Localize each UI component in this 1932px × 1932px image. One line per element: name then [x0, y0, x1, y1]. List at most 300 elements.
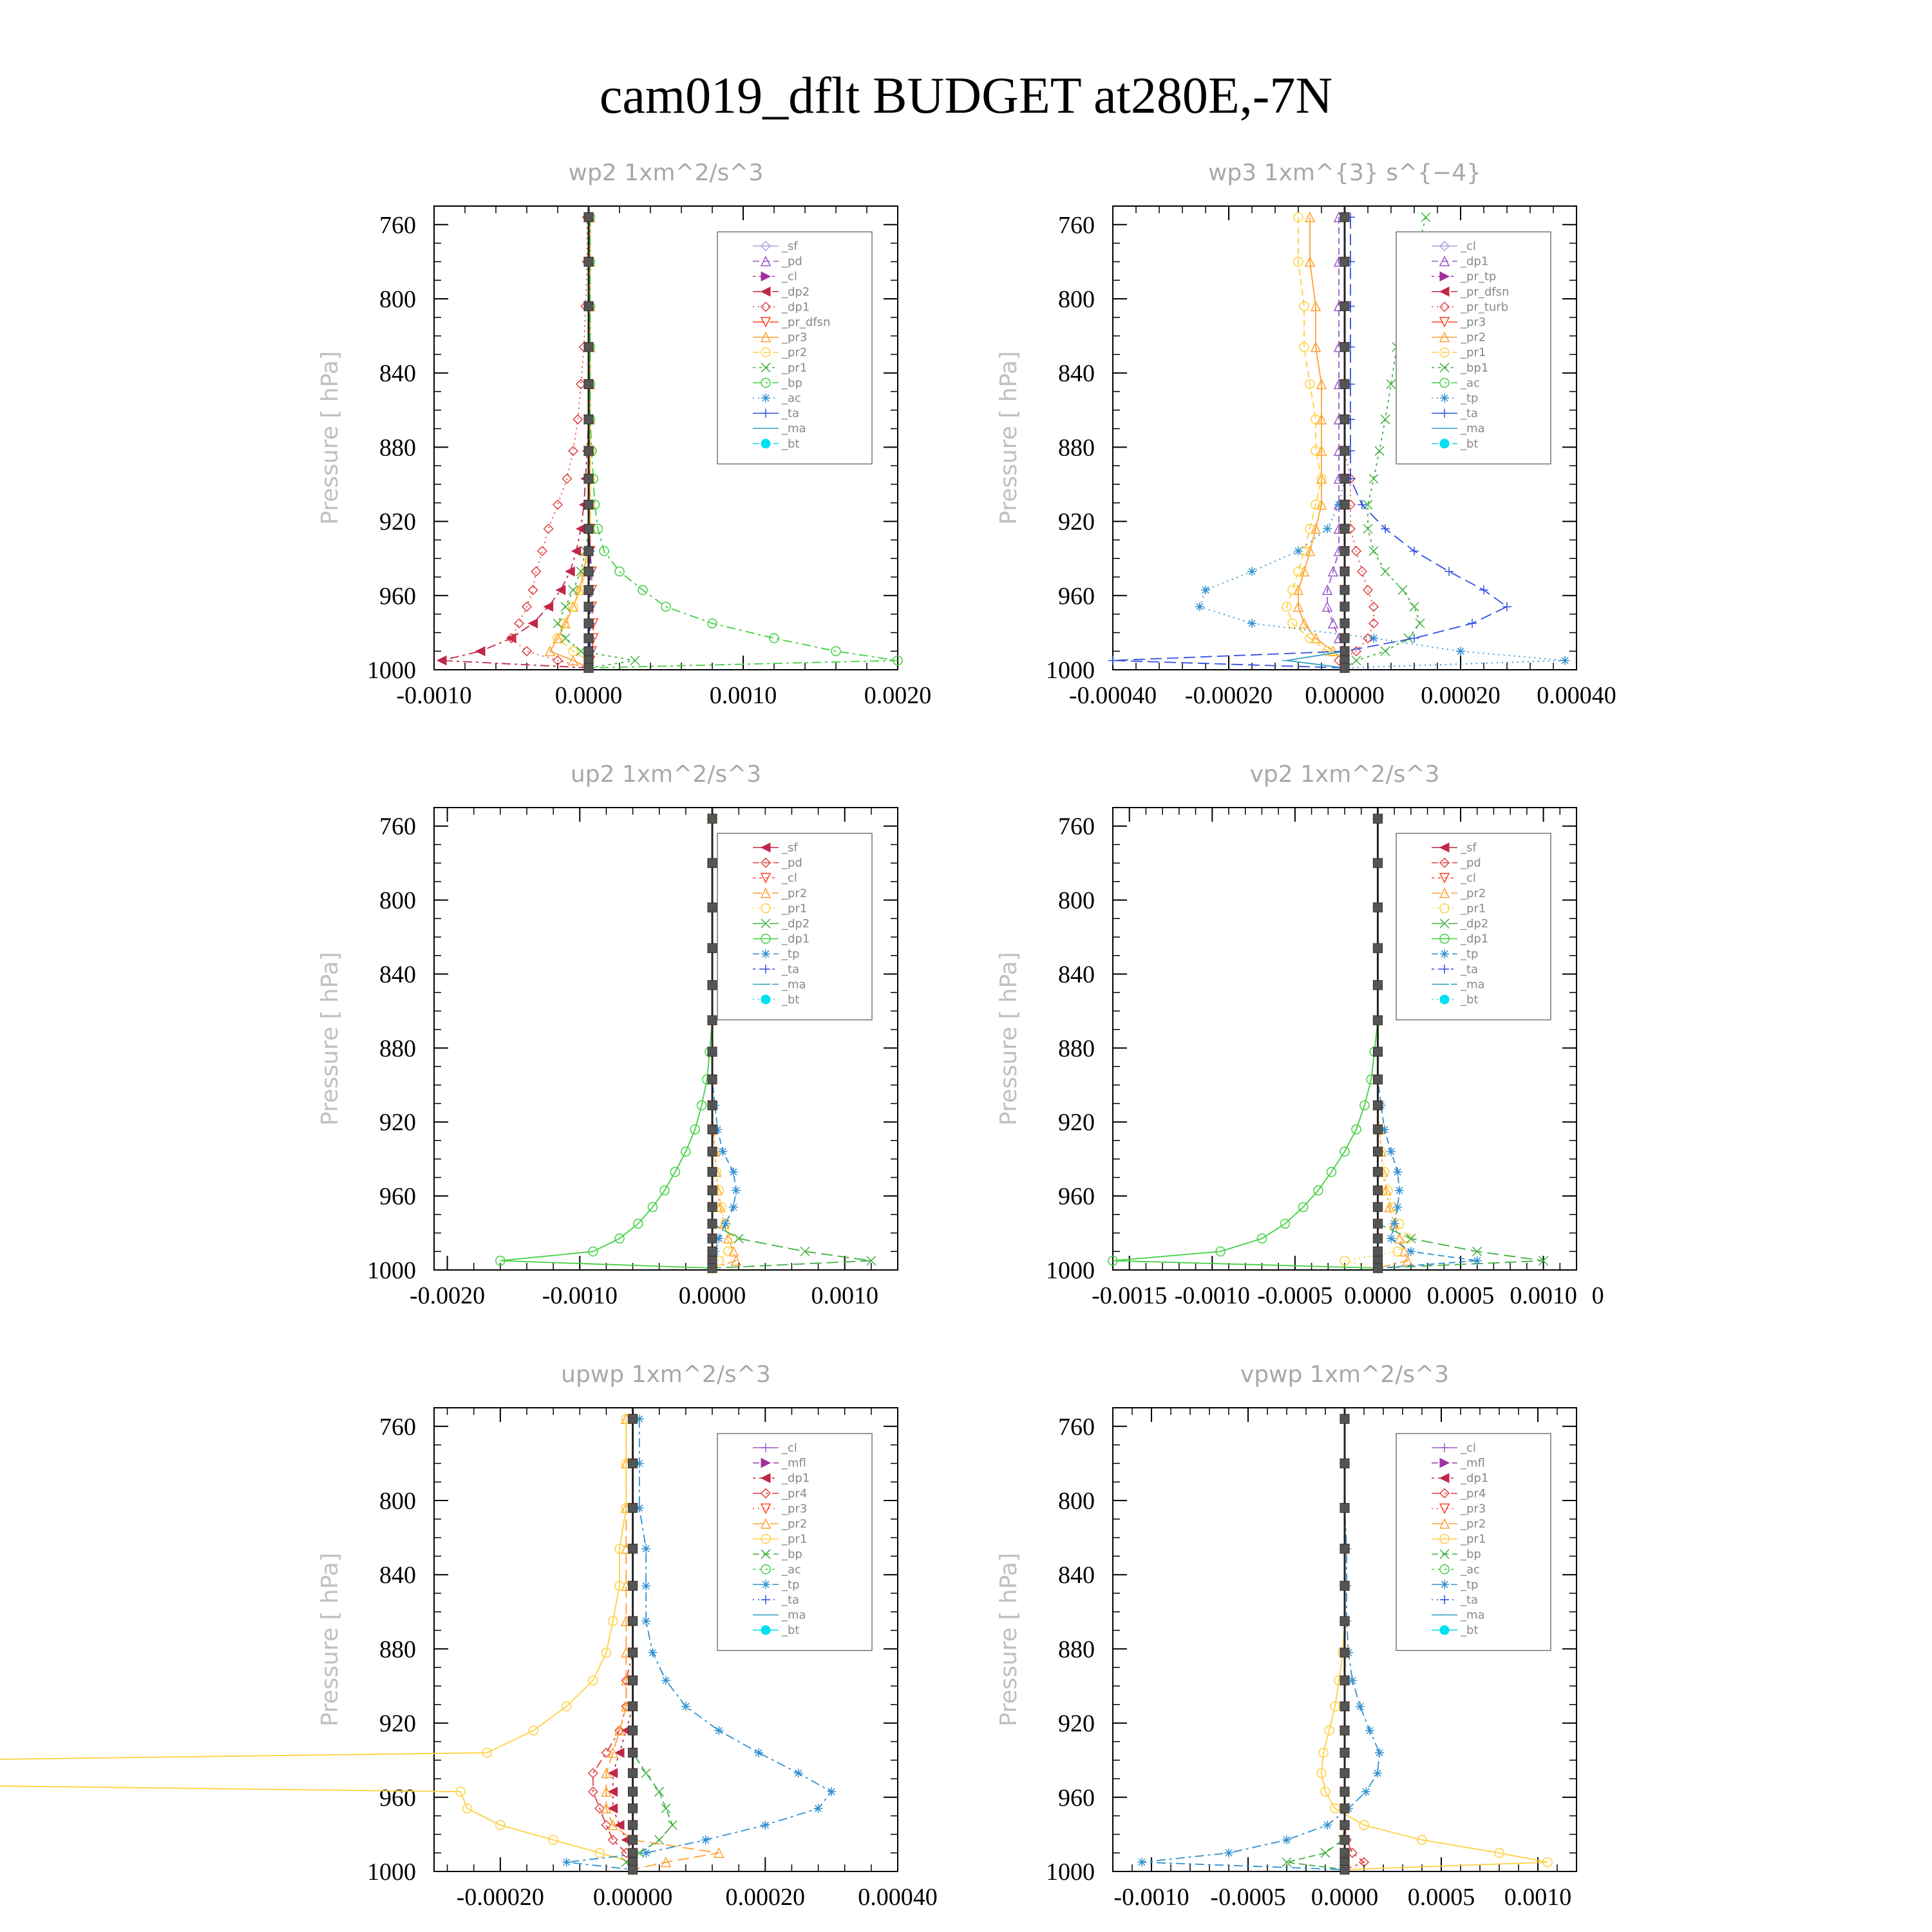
data-point — [1369, 547, 1378, 556]
data-point — [1421, 213, 1430, 222]
subplot-title: wp3 1xm^{3} s^{−4} — [1208, 160, 1482, 186]
data-point — [1329, 619, 1338, 628]
zero-marker — [708, 858, 717, 867]
y-tick-label: 960 — [379, 582, 416, 610]
data-point — [1444, 567, 1454, 576]
legend-label: _ac — [1461, 376, 1480, 390]
x-tick-label: 0.0010 — [1510, 1282, 1577, 1309]
y-tick-label: 960 — [379, 1784, 416, 1812]
legend-label: _bt — [1461, 1624, 1479, 1638]
y-tick-label: 800 — [1058, 1488, 1095, 1515]
legend-marker — [761, 1625, 770, 1634]
x-tick-label: 0.00040 — [858, 1884, 938, 1911]
series-line-dp1 — [613, 1419, 633, 1870]
x-tick-label: 0.00040 — [1537, 682, 1616, 709]
x-tick-label: 0.0010 — [811, 1282, 878, 1309]
zero-marker — [1340, 343, 1349, 352]
zero-marker — [1373, 1016, 1382, 1025]
zero-marker — [1340, 663, 1349, 672]
zero-marker — [629, 1676, 638, 1685]
y-tick-label: 880 — [379, 1636, 416, 1663]
zero-marker — [1340, 257, 1349, 266]
y-tick-label: 1000 — [1046, 657, 1095, 684]
zero-marker — [584, 500, 593, 509]
subplot-title: up2 1xm^2/s^3 — [570, 761, 762, 788]
series-line-dp2 — [442, 217, 589, 668]
legend-marker — [1440, 393, 1449, 402]
y-tick-label: 920 — [1058, 1710, 1095, 1738]
y-tick-label: 880 — [379, 434, 416, 462]
x-tick-label: 0.00000 — [1305, 682, 1385, 709]
data-point — [476, 647, 485, 656]
zero-marker — [1373, 1264, 1382, 1273]
y-tick-label: 1000 — [1046, 1257, 1095, 1284]
y-tick-label: 1000 — [367, 1257, 416, 1284]
legend-marker — [761, 1580, 770, 1589]
y-tick-label: 880 — [1058, 1636, 1095, 1663]
data-point — [732, 1186, 741, 1195]
zero-marker — [584, 302, 593, 311]
zero-marker — [629, 1616, 638, 1625]
zero-marker — [584, 379, 593, 388]
legend-marker — [1440, 1625, 1449, 1634]
legend-label: _dp2 — [782, 285, 810, 299]
data-point — [1383, 1186, 1392, 1195]
zero-marker — [584, 567, 593, 576]
series-line-pr4 — [593, 1419, 633, 1870]
zero-marker — [708, 1147, 717, 1156]
subplot-4 — [996, 761, 1604, 1309]
legend-label: _bp — [782, 1548, 802, 1562]
data-point — [1137, 1858, 1146, 1867]
data-point — [1373, 1768, 1382, 1777]
data-point — [1393, 1168, 1402, 1177]
x-tick-label: -0.00040 — [1068, 682, 1157, 709]
y-tick-label: 1000 — [367, 1859, 416, 1886]
data-point — [1456, 647, 1465, 656]
data-point — [701, 1835, 710, 1844]
legend-label: _sf — [782, 841, 798, 855]
zero-marker — [1373, 1101, 1382, 1110]
zero-marker — [708, 903, 717, 912]
legend-label: _cl — [1461, 240, 1476, 253]
legend-label: _ta — [1461, 406, 1479, 421]
data-point — [1381, 415, 1390, 424]
zero-marker — [708, 1075, 717, 1084]
data-point — [648, 1648, 657, 1657]
data-point — [562, 1858, 571, 1867]
legend-label: _cl — [1461, 871, 1476, 886]
legend-label: _pr1 — [1461, 902, 1486, 916]
y-tick-label: 800 — [1058, 887, 1095, 914]
y-tick-label: 920 — [1058, 1109, 1095, 1137]
data-point — [761, 1821, 770, 1830]
zero-marker — [584, 446, 593, 455]
data-point — [1375, 1748, 1384, 1757]
legend-marker — [761, 995, 770, 1004]
zero-marker — [1373, 1202, 1382, 1211]
data-point — [714, 1726, 723, 1735]
zero-marker — [629, 1726, 638, 1735]
data-point — [1398, 585, 1407, 594]
y-tick-label: 920 — [1058, 508, 1095, 536]
y-tick-label: 760 — [1058, 1413, 1095, 1441]
legend-marker — [761, 439, 770, 448]
data-point — [1416, 619, 1425, 628]
legend-label: _pr1 — [782, 902, 808, 916]
zero-marker — [1373, 1168, 1382, 1177]
series-line-dp1 — [1327, 217, 1345, 668]
zero-marker — [708, 1186, 717, 1195]
y-axis-label: Pressure [ hPa] — [996, 952, 1022, 1126]
zero-marker — [629, 1648, 638, 1657]
data-point — [1369, 474, 1378, 483]
data-point — [556, 585, 565, 594]
legend-label: _tp — [1461, 947, 1479, 961]
data-point — [1247, 619, 1256, 628]
data-point — [1361, 1787, 1370, 1796]
zero-marker — [1340, 1616, 1349, 1625]
data-point — [515, 619, 524, 628]
legend-label: _pd — [782, 254, 802, 269]
legend-label: _mfl — [782, 1456, 806, 1470]
data-point — [681, 1702, 690, 1711]
x-tick-label: 0.0010 — [709, 682, 777, 709]
legend-label: _dp1 — [1461, 1472, 1489, 1486]
data-point — [565, 567, 574, 576]
legend-label: _dp2 — [1461, 917, 1489, 931]
data-point — [1381, 567, 1390, 576]
y-tick-label: 760 — [379, 1413, 416, 1441]
y-tick-label: 760 — [1058, 813, 1095, 840]
legend-label: _pr2 — [1461, 1517, 1486, 1531]
zero-marker — [708, 1247, 717, 1256]
legend-label: _dp1 — [782, 1472, 810, 1486]
zero-marker — [584, 474, 593, 483]
zero-marker — [1340, 1835, 1349, 1844]
zero-marker — [584, 647, 593, 656]
zero-marker — [708, 814, 717, 823]
data-point — [1352, 656, 1361, 665]
legend-label: _pr_dfsn — [782, 316, 831, 329]
zero-marker — [584, 213, 593, 222]
data-point — [794, 1768, 803, 1777]
legend-label: _ma — [782, 422, 806, 436]
zero-marker — [1340, 1504, 1349, 1513]
data-point — [1468, 619, 1477, 628]
zero-marker — [1340, 585, 1349, 594]
subplot-title: wp2 1xm^2/s^3 — [568, 160, 764, 186]
x-tick-label: 0.00020 — [725, 1884, 806, 1911]
x-tick-label: 0.0005 — [1407, 1884, 1475, 1911]
zero-marker — [1340, 1787, 1349, 1796]
y-tick-label: 880 — [379, 1035, 416, 1063]
data-point — [814, 1804, 823, 1813]
data-point — [1282, 1835, 1291, 1844]
data-point — [729, 1202, 738, 1211]
data-point — [1387, 1147, 1396, 1156]
data-point — [1108, 656, 1117, 665]
zero-marker — [1340, 1848, 1349, 1857]
legend-label: _bt — [782, 1624, 800, 1638]
legend-label: _ta — [782, 1593, 800, 1607]
zero-marker — [584, 663, 593, 672]
data-point — [529, 619, 538, 628]
legend-label: _ac — [782, 392, 801, 405]
data-point — [1247, 567, 1256, 576]
data-point — [1323, 1821, 1332, 1830]
legend-label: _ma — [1461, 422, 1485, 436]
zero-marker — [629, 1414, 638, 1423]
data-point — [1395, 1186, 1404, 1195]
data-point — [544, 524, 553, 533]
zero-marker — [1340, 474, 1349, 483]
y-axis-label: Pressure [ hPa] — [317, 1553, 343, 1727]
legend-label: _ma — [782, 978, 806, 992]
zero-marker — [629, 1804, 638, 1813]
legend-label: _bt — [782, 993, 800, 1007]
data-point — [437, 656, 446, 665]
y-tick-label: 760 — [379, 813, 416, 840]
data-point — [553, 500, 562, 509]
y-tick-label: 960 — [1058, 1784, 1095, 1812]
data-point — [1369, 634, 1378, 643]
data-point — [724, 1234, 733, 1243]
data-point — [729, 1247, 738, 1256]
zero-marker — [708, 1047, 717, 1056]
x-tick-label: 0.0005 — [1426, 1282, 1495, 1309]
series-line-pr1 — [558, 217, 635, 668]
legend-label: _cl — [782, 1441, 797, 1455]
data-point — [721, 1219, 730, 1228]
x-tick-label: -0.00020 — [456, 1884, 544, 1911]
y-tick-label: 960 — [379, 1183, 416, 1211]
y-tick-label: 800 — [1058, 286, 1095, 313]
y-tick-label: 840 — [379, 1562, 416, 1589]
x-tick-label: -0.0015 — [1092, 1282, 1168, 1309]
zero-marker — [1373, 1234, 1382, 1243]
legend-label: _pr2 — [1461, 886, 1486, 900]
y-tick-label: 880 — [1058, 1035, 1095, 1063]
x-tick-label: 0.00000 — [592, 1884, 673, 1911]
data-point — [668, 1821, 677, 1830]
y-tick-label: 800 — [379, 286, 416, 313]
x-tick-label: 0.0010 — [1504, 1884, 1572, 1911]
y-tick-label: 800 — [379, 887, 416, 914]
legend-label: _dp1 — [1461, 932, 1489, 946]
zero-marker — [1373, 1075, 1382, 1084]
data-point — [544, 602, 553, 611]
zero-marker — [629, 1748, 638, 1757]
zero-marker — [629, 1848, 638, 1857]
data-point — [615, 567, 624, 576]
data-point — [1375, 446, 1384, 455]
y-tick-label: 920 — [379, 508, 416, 536]
zero-marker — [584, 524, 593, 533]
legend-label: _sf — [1461, 841, 1477, 855]
zero-marker — [708, 981, 717, 990]
data-point — [1410, 602, 1419, 611]
zero-marker — [1340, 1414, 1349, 1423]
zero-marker — [584, 415, 593, 424]
zero-marker — [708, 943, 717, 952]
data-point — [655, 1787, 664, 1796]
y-tick-label: 760 — [1058, 211, 1095, 239]
legend-label: _bp — [782, 376, 802, 390]
data-point — [729, 1168, 738, 1177]
zero-marker — [584, 343, 593, 352]
zero-marker — [1340, 619, 1349, 628]
y-tick-label: 840 — [379, 961, 416, 989]
zero-marker — [1373, 1047, 1382, 1056]
legend-marker — [761, 393, 770, 402]
zero-marker — [1340, 1459, 1349, 1468]
zero-marker — [584, 585, 593, 594]
legend-label: _bp1 — [1461, 361, 1489, 375]
zero-marker — [1340, 379, 1349, 388]
x-tick-label: 0.00020 — [1421, 682, 1501, 709]
series-line-ma — [1287, 217, 1345, 668]
data-point — [522, 647, 531, 656]
legend-label: _pr3 — [1461, 316, 1486, 329]
legend-label: _dp1 — [782, 300, 810, 314]
data-point — [734, 1234, 743, 1243]
series-line-bp — [1287, 1419, 1345, 1870]
data-point — [1410, 547, 1419, 556]
legend-label: _pr_turb — [1461, 300, 1509, 314]
legend-label: _pd — [782, 856, 802, 870]
legend-label: _pr3 — [782, 330, 808, 345]
zero-marker — [708, 1168, 717, 1177]
data-point — [1390, 1219, 1399, 1228]
data-point — [1560, 656, 1569, 665]
x-tick-label: -0.0010 — [542, 1282, 618, 1309]
data-point — [1365, 1726, 1374, 1735]
legend-label: _ma — [1461, 978, 1485, 992]
data-point — [572, 547, 581, 556]
zero-marker — [1340, 1726, 1349, 1735]
zero-marker — [1340, 1804, 1349, 1813]
zero-marker — [629, 1835, 638, 1844]
legend-label: _pr3 — [1461, 1502, 1486, 1516]
x-tick-label: 0.0000 — [554, 682, 623, 709]
zero-marker — [629, 1787, 638, 1796]
data-point — [641, 1848, 650, 1857]
legend-label: _pr4 — [1461, 1486, 1486, 1501]
series-line-pr3 — [550, 217, 590, 668]
y-axis-label: Pressure [ hPa] — [996, 1553, 1022, 1727]
zero-marker — [1340, 446, 1349, 455]
data-point — [1363, 585, 1372, 594]
zero-marker — [629, 1544, 638, 1553]
zero-marker — [1373, 1247, 1382, 1256]
data-point — [641, 1616, 650, 1625]
subplot-title: vp2 1xm^2/s^3 — [1249, 761, 1440, 788]
legend-label: _pr1 — [782, 361, 808, 375]
zero-marker — [1373, 903, 1382, 912]
legend-label: _ac — [782, 1562, 801, 1577]
zero-marker — [1340, 415, 1349, 424]
zero-marker — [1373, 858, 1382, 867]
legend-label: _pd — [1461, 856, 1481, 870]
series-line-dp1 — [500, 819, 712, 1268]
legend-label: _bt — [782, 437, 800, 451]
data-point — [1294, 547, 1303, 556]
y-tick-label: 760 — [379, 211, 416, 239]
subplot-title: upwp 1xm^2/s^3 — [561, 1361, 771, 1388]
legend-label: _sf — [782, 240, 798, 253]
zero-marker — [629, 1768, 638, 1777]
legend-label: _pr2 — [1461, 330, 1486, 345]
data-point — [1363, 524, 1372, 533]
data-point — [1369, 602, 1378, 611]
data-point — [827, 1787, 836, 1796]
data-point — [573, 415, 582, 424]
zero-marker — [584, 602, 593, 611]
zero-marker — [1373, 1186, 1382, 1195]
legend-label: _pr_tp — [1461, 270, 1497, 284]
zero-marker — [708, 1264, 717, 1273]
legend-label: _pr1 — [1461, 1532, 1486, 1546]
legend-label: _bt — [1461, 993, 1479, 1007]
y-tick-label: 920 — [379, 1109, 416, 1137]
x-tick-label: -0.00020 — [1184, 682, 1273, 709]
zero-marker — [1340, 500, 1349, 509]
zero-marker — [1373, 814, 1382, 823]
subplot-3 — [317, 761, 898, 1309]
legend-label: _dp1 — [782, 932, 810, 946]
zero-marker — [1373, 943, 1382, 952]
legend-label: _bt — [1461, 437, 1479, 451]
zero-marker — [1340, 602, 1349, 611]
series-line-pr2 — [1298, 217, 1345, 668]
zero-marker — [1340, 213, 1349, 222]
data-point — [1502, 602, 1511, 611]
x-tick-label: -0.0020 — [409, 1282, 486, 1309]
zero-marker — [1340, 1748, 1349, 1757]
zero-marker — [1340, 524, 1349, 533]
legend-label: _pr2 — [782, 886, 808, 900]
y-axis-label: Pressure [ hPa] — [996, 351, 1022, 525]
data-point — [1224, 1848, 1233, 1857]
legend-label: _ac — [1461, 1562, 1480, 1577]
data-point — [1381, 647, 1390, 656]
legend-label: _ma — [1461, 1608, 1485, 1622]
zero-marker — [1340, 634, 1349, 643]
x-tick-label: 0.0000 — [1311, 1884, 1379, 1911]
zero-marker — [1340, 1821, 1349, 1830]
data-point — [538, 547, 547, 556]
series-line-dp1 — [1113, 819, 1378, 1268]
figure-title: cam019_dflt BUDGET at280E,-7N — [599, 68, 1333, 124]
legend-marker — [761, 949, 770, 958]
data-point — [1387, 1234, 1396, 1243]
legend-label: _tp — [782, 1578, 800, 1592]
data-point — [770, 634, 779, 643]
data-point — [641, 1544, 650, 1553]
zero-marker — [1340, 1581, 1349, 1590]
legend-label: _pr1 — [1461, 346, 1486, 360]
legend-label: _ta — [782, 962, 800, 976]
data-point — [655, 1835, 664, 1844]
x-tick-label: 0.0000 — [678, 1282, 746, 1309]
y-tick-label: 840 — [1058, 360, 1095, 388]
x-tick-label: 0.0020 — [864, 682, 932, 709]
data-point — [553, 619, 562, 628]
zero-marker — [1373, 1219, 1382, 1228]
y-tick-label: 960 — [1058, 582, 1095, 610]
zero-marker — [708, 1101, 717, 1110]
